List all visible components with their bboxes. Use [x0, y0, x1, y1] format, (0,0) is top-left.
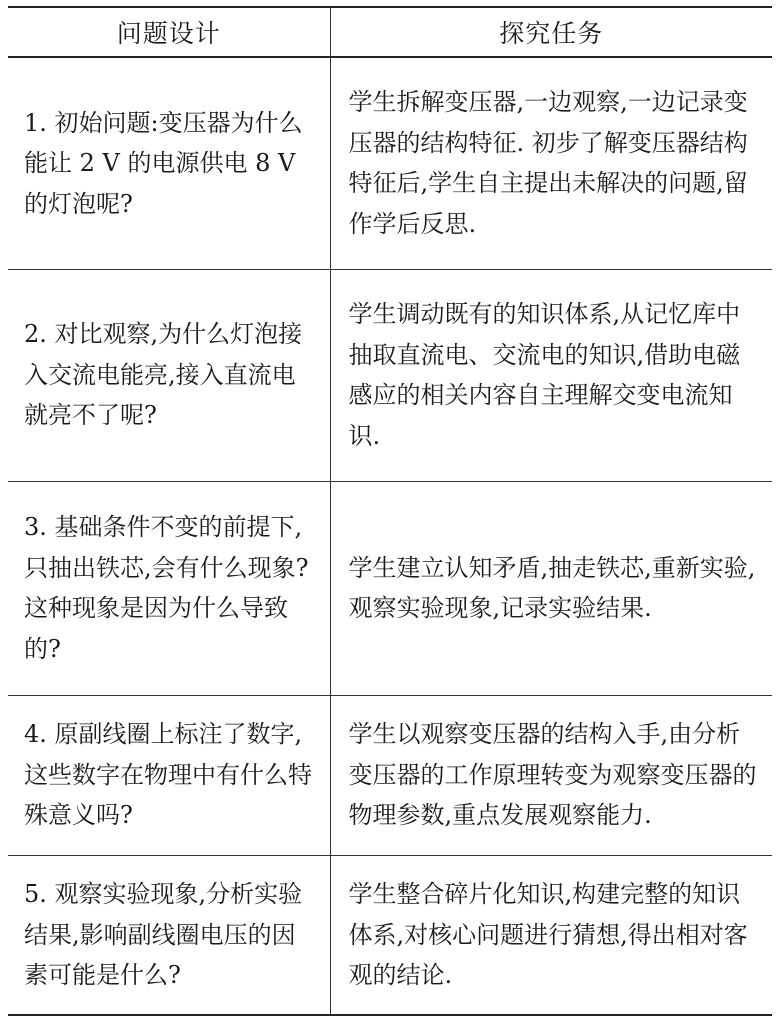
table-row	[8, 57, 772, 269]
inquiry-design-table	[8, 6, 772, 1016]
task-cell: 学生以观察变压器的结构入手,由分析变压器的工作原理转变为观察变压器的物理参数,重点发展观察能力.	[348, 720, 757, 830]
table-row	[8, 695, 772, 855]
question-cell: 4. 原副线圈上标注了数字,这些数字在物理中有什么特殊意义吗?	[8, 695, 330, 855]
header-inquiry-task: 探究任务	[499, 19, 604, 48]
task-cell: 学生整合碎片化知识,构建完整的知识体系,对核心问题进行猜想,得出相对客观的结论.	[348, 880, 748, 989]
table-row	[8, 269, 772, 481]
question-cell: 2. 对比观察,为什么灯泡接入交流电能亮,接入直流电就亮不了呢?	[8, 269, 330, 481]
table-header-row	[8, 7, 772, 57]
question-cell: 1. 初始问题:变压器为什么能让 2 V 的电源供电 8 V 的灯泡呢?	[8, 57, 330, 269]
table-row	[8, 481, 772, 695]
table-row	[8, 855, 772, 1015]
task-cell: 学生建立认知矛盾,抽走铁芯,重新实验,观察实验现象,记录实验结果.	[348, 553, 756, 622]
question-cell: 3. 基础条件不变的前提下,只抽出铁芯,会有什么现象? 这种现象是因为什么导致的?	[8, 481, 330, 695]
question-cell: 5. 观察实验现象,分析实验结果,影响副线圈电压的因素可能是什么?	[8, 855, 330, 1015]
task-cell: 学生拆解变压器,一边观察,一边记录变压器的结构特征. 初步了解变压器结构特征后,学生自主提出未解决的问题,留作学后反思.	[348, 88, 748, 238]
header-question-design: 问题设计	[8, 7, 330, 57]
task-cell: 学生调动既有的知识体系,从记忆库中抽取直流电、交流电的知识,借助电磁感应的相关内容自主理解交变电流知识.	[348, 300, 741, 450]
